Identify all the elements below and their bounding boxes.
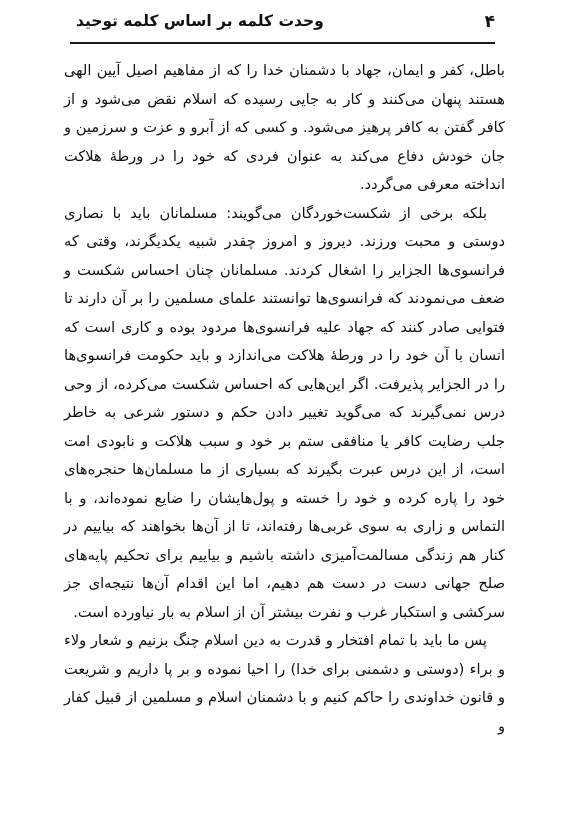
body-text [64, 57, 505, 741]
page-number: ۴ [484, 12, 495, 32]
page-header [70, 10, 495, 44]
paragraph-1: باطل، کفر و ایمان، جهاد با دشمنان خدا را که از مفاهیم اصیل آیین الهی هستند پنهان می‌کنند و کار به جایی رسیده که اسلام نقض می‌شود و از کافر گفتن به کافر پرهیز می‌شود. و کسی که از آبرو و عزت و سرزمین و جان خودش دفاع می‌کند به عنوان فردی که خود را در ورطهٔ هلاکت انداخته معرفی می‌گردد. [64, 62, 505, 193]
paragraph-2: بلکه برخی از شکست‌خوردگان می‌گویند: مسلمانان باید با نصاری دوستی و محبت ورزند. دیروز و امروز چقدر شبیه یکدیگرند، وقتی که فرانسوی‌ها الجزایر را اشغال کردند. مسلمانان چنان احساس شکست و ضعف می‌نمودند که فرانسوی‌ها توانستند علمای مسلمین را بر آن دارند تا فتوایی صادر کنند که جهاد علیه فرانسوی‌ها مردود بوده و کاری است که انسان با آن خود را در ورطهٔ هلاکت می‌اندازد و باید حکومت فرانسوی‌ها را در الجزایر پذیرفت. اگر این‌هایی که احساس شکست می‌کرده، از وحی درس نمی‌گیرند که می‌گوید تغییر دادن حکم و دستور شرعی به خاطر جلب رضایت کافر یا منافقی ستم بر خود و سبب هلاکت و نابودی امت است، از این درس عبرت بگیرند که بسیاری از ما مسلمان‌ها حنجره‌های خود را پاره کرده و خود را خسته و پول‌هایشان را ضایع نموده‌اند، و با التماس و زاری به سوی غربی‌ها رفته‌اند، تا از آن‌ها بخواهند که بیاییم در کنار هم زندگی مسالمت‌آمیزی داشته باشیم و بیاییم برای تحکیم پایه‌های صلح جهانی دست در دست هم دهیم، اما این اقدام آن‌ها نتیجه‌ای جز سرکشی و استکبار غرب و نفرت بیشتر آن از اسلام به بار نیاورده است. [64, 204, 505, 621]
paragraph-3: پس ما باید با تمام افتخار و قدرت به دین اسلام چنگ بزنیم و شعار ولاء و براء (دوستی و دشمنی برای خدا) را احیا نموده و بر پا داریم و شریعت و قانون خداوندی را حاکم کنیم و با دشمنان اسلام و مسلمین از قبیل کفار و [64, 632, 505, 735]
running-title: وحدت کلمه بر اساس کلمه توحید [76, 12, 324, 30]
